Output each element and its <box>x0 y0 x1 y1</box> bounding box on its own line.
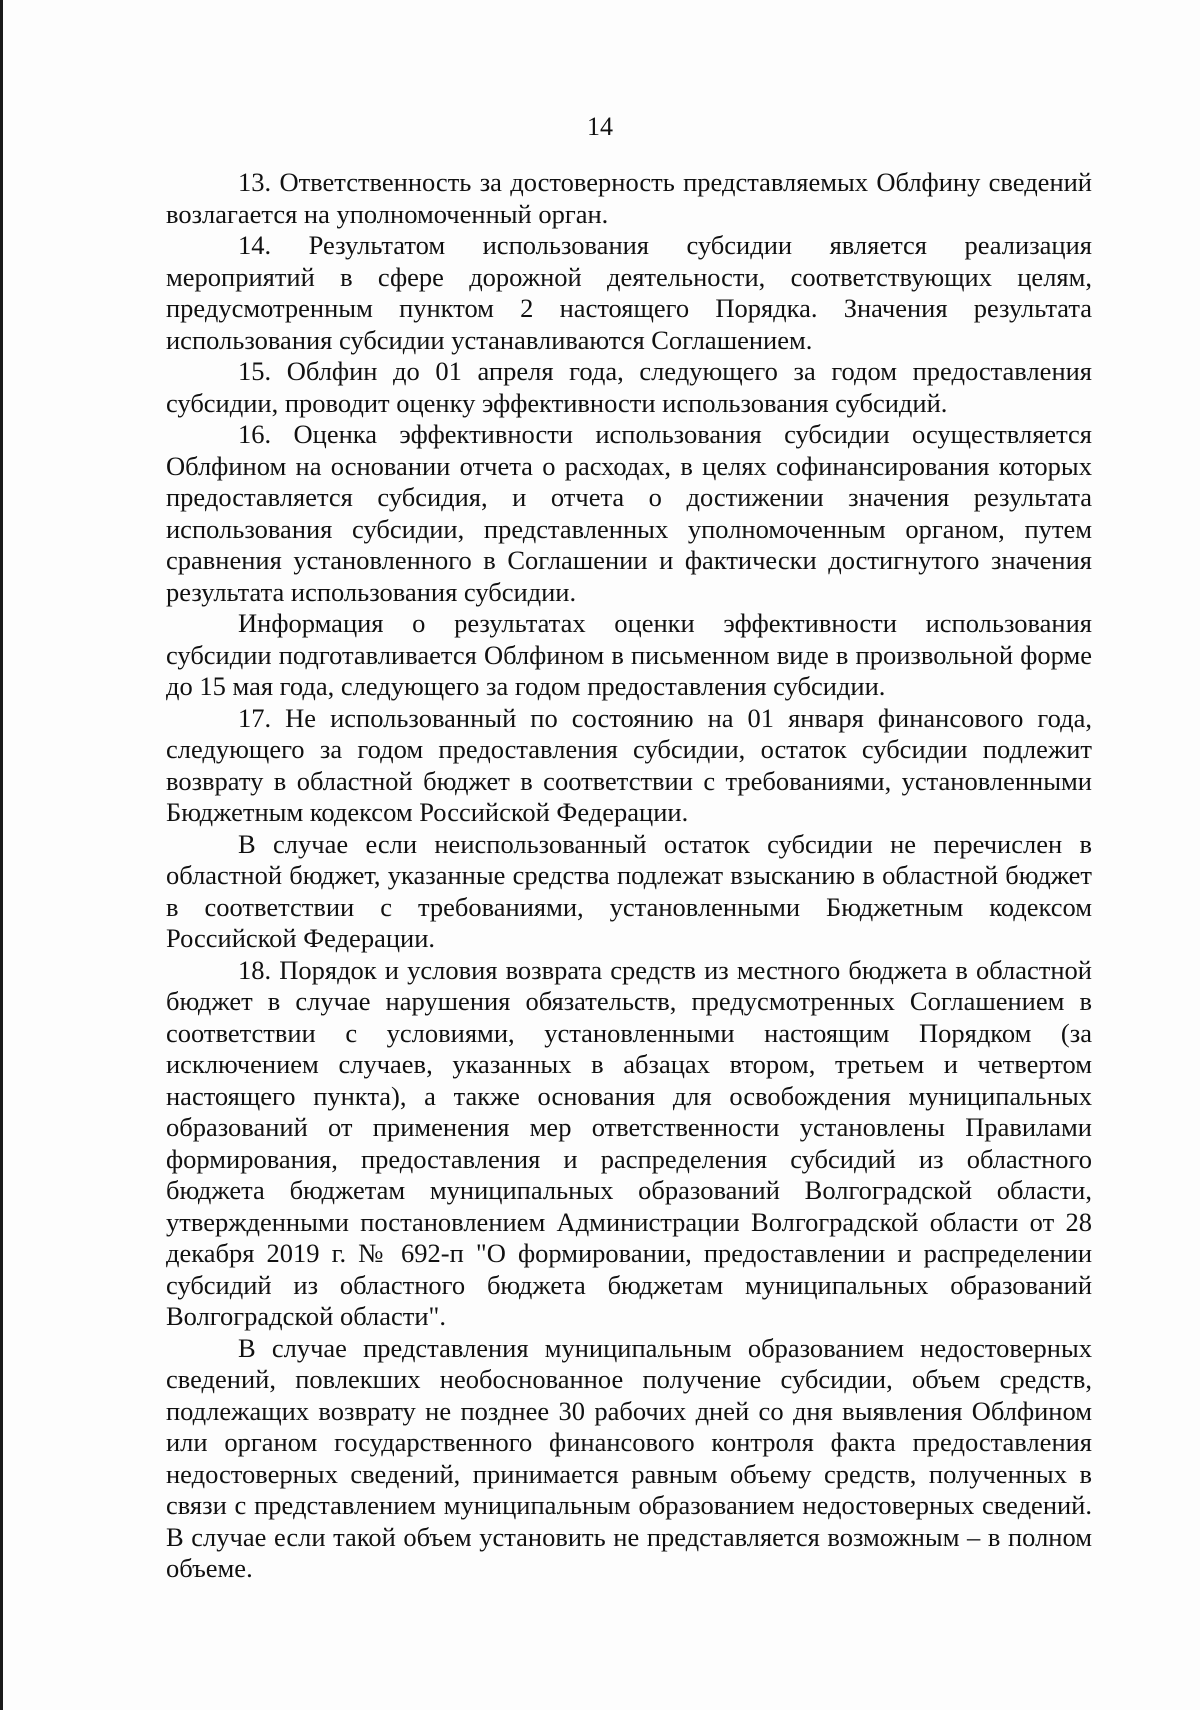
paragraph-14: 14. Результатом использования субсидии является реализация мероприятий в сфере дорожной деятельности, соответствующих целям, предусмотренным пунктом 2 настоящего Порядка. Значения результата использования субсидии устанавливаются Соглашением. <box>166 230 1092 355</box>
paragraph-16-info: Информация о результатах оценки эффективности использования субсидии подготавливается Облфином в письменном виде в произвольной форме до 15 мая года, следующего за годом предоставления субсидии. <box>166 608 1092 701</box>
document-body <box>166 167 1092 1585</box>
scan-edge-shadow <box>0 0 3 1710</box>
page-number: 14 <box>587 112 613 141</box>
paragraph-13: 13. Ответственность за достоверность представляемых Облфину сведений возлагается на уполномоченный орган. <box>166 167 1092 229</box>
paragraph-17: 17. Не использованный по состоянию на 01 января финансового года, следующего за годом предоставления субсидии, остаток субсидии подлежит возврату в областной бюджет в соответствии с требованиями, установленными Бюджетным кодексом Российской Федерации. <box>166 702 1092 827</box>
paragraph-18-false-info: В случае представления муниципальным образованием недостоверных сведений, повлекших необоснованное получение субсидии, объем средств, подлежащих возврату не позднее 30 рабочих дней со дня выявления Облфином или органом государственного финансового контроля факта предоставления недостоверных сведений, принимается равным объему средств, полученных в связи с представлением муниципальным образованием недостоверных сведений. В случае если такой объем установить не представляется возможным – в полном объеме. <box>166 1332 1092 1583</box>
paragraph-18: 18. Порядок и условия возврата средств из местного бюджета в областной бюджет в случае нарушения обязательств, предусмотренных Соглашением в соответствии с условиями, установленными настоящим Порядком (за исключением случаев, указанных в абзацах втором, третьем и четвертом настоящего пункта), а также основания для освобождения муниципальных образований от применения мер ответственности установлены Правилами формирования, предоставления и распределения субсидий из областного бюджета бюджетам муниципальных образований Волгоградской области, утвержденными постановлением Администрации Волгоградской области от 28 декабря 2019 г. № 692-п "О формировании, предоставлении и распределении субсидий из областного бюджета бюджетам муниципальных образований Волгоградской области". <box>166 954 1092 1331</box>
paragraph-16: 16. Оценка эффективности использования субсидии осуществляется Облфином на основании отчета о расходах, в целях софинансирования которых предоставляется субсидия, и отчета о достижении значения результата использования субсидии, представленных уполномоченным органом, путем сравнения установленного в Соглашении и фактически достигнутого значения результата использования субсидии. <box>166 419 1092 607</box>
paragraph-17-recovery: В случае если неиспользованный остаток субсидии не перечислен в областной бюджет, указанные средства подлежат взысканию в областной бюджет в соответствии с требованиями, установленными Бюджетным кодексом Российской Федерации. <box>166 828 1092 953</box>
paragraph-15: 15. Облфин до 01 апреля года, следующего за годом предоставления субсидии, проводит оценку эффективности использования субсидий. <box>166 356 1092 418</box>
